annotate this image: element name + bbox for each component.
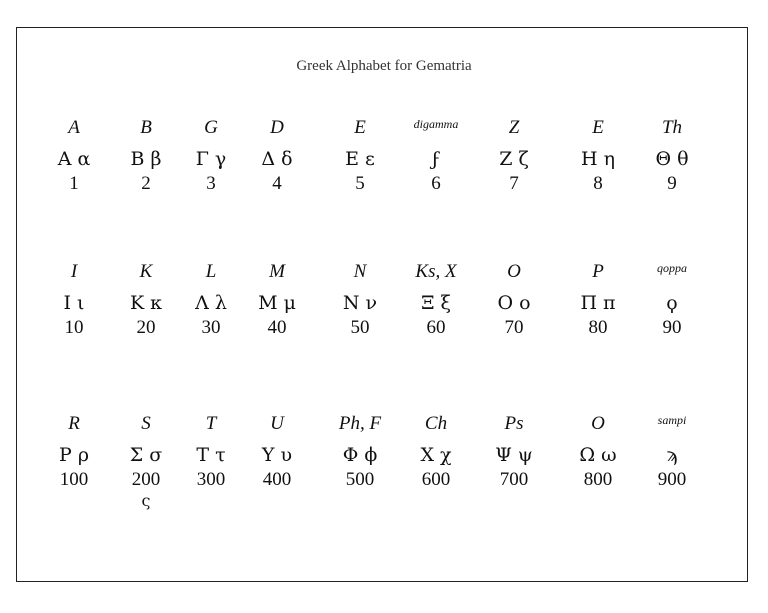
letter-cell [627, 414, 717, 489]
transliteration: S [141, 413, 151, 434]
letter-cell [391, 414, 481, 489]
greek-letters: Ω ω [579, 444, 617, 466]
transliteration: E [592, 117, 604, 138]
numeric-value: 80 [588, 317, 608, 338]
greek-letters: Υ υ [261, 444, 293, 466]
greek-letters: Σ σ [129, 444, 163, 466]
numeric-value: 800 [583, 469, 613, 490]
numeric-value: 200 [131, 469, 161, 490]
transliteration: U [270, 413, 284, 434]
greek-letters: Ξ ξ [421, 292, 451, 314]
numeric-value: 100 [59, 469, 89, 490]
transliteration: Ks, X [415, 261, 457, 282]
transliteration: D [270, 117, 284, 138]
letter-cell [469, 118, 559, 193]
numeric-value: 700 [499, 469, 529, 490]
letter-cell [391, 262, 481, 337]
greek-letters: Π π [580, 292, 616, 314]
transliteration: O [591, 413, 605, 434]
numeric-value: 900 [657, 469, 687, 490]
transliteration: G [204, 117, 218, 138]
letter-cell [627, 118, 717, 193]
transliteration: L [205, 261, 217, 282]
greek-letters: Λ λ [195, 292, 227, 314]
transliteration: E [354, 117, 366, 138]
greek-letters: Ι ι [63, 292, 85, 314]
transliteration: sampi [657, 413, 687, 427]
transliteration: O [507, 261, 521, 282]
greek-letters: Α α [57, 148, 91, 170]
greek-letters: Θ θ [655, 148, 689, 170]
greek-letters: Η η [581, 148, 615, 170]
greek-letters: Γ γ [195, 148, 227, 170]
transliteration: T [205, 413, 217, 434]
greek-letters: Δ δ [261, 148, 293, 170]
transliteration: Ph, F [338, 413, 382, 434]
letter-cell [391, 118, 481, 193]
greek-letters: Ψ ψ [495, 444, 533, 466]
numeric-value: 500 [345, 469, 375, 490]
numeric-value: 20 [136, 317, 156, 338]
transliteration: I [70, 261, 78, 282]
greek-letters: Τ τ [196, 444, 226, 466]
transliteration: digamma [413, 117, 459, 131]
numeric-value: 9 [667, 173, 677, 194]
transliteration: B [140, 117, 152, 138]
letter-cell [469, 414, 559, 489]
transliteration: Th [661, 117, 683, 138]
letter-cell [232, 262, 322, 337]
transliteration: M [269, 261, 285, 282]
letter-cell [469, 262, 559, 337]
greek-letters: Ζ ζ [499, 148, 529, 170]
greek-letters: ϙ [666, 292, 678, 314]
numeric-value: 4 [272, 173, 282, 194]
numeric-value: 30 [201, 317, 221, 338]
greek-letters: Κ κ [129, 292, 163, 314]
numeric-value: 1 [69, 173, 79, 194]
numeric-value: 50 [350, 317, 370, 338]
numeric-value: 5 [355, 173, 365, 194]
greek-letters: ϝ [431, 148, 441, 170]
greek-letters: ϡ [666, 444, 678, 466]
transliteration: Ch [424, 413, 448, 434]
numeric-value: 40 [267, 317, 287, 338]
letter-cell [627, 262, 717, 337]
letter-cell [232, 118, 322, 193]
numeric-value: 3 [206, 173, 216, 194]
greek-letters: Φ ϕ [342, 444, 378, 466]
transliteration: Z [508, 117, 520, 138]
numeric-value: 7 [509, 173, 519, 194]
transliteration: R [68, 413, 80, 434]
numeric-value: 400 [262, 469, 292, 490]
greek-letters: Χ χ [420, 444, 452, 466]
final-sigma: ς [141, 491, 151, 510]
page-title: Greek Alphabet for Gematria [296, 58, 472, 74]
numeric-value: 2 [141, 173, 151, 194]
greek-letters: Ρ ρ [59, 444, 89, 466]
numeric-value: 70 [504, 317, 524, 338]
transliteration: P [592, 261, 604, 282]
numeric-value: 8 [593, 173, 603, 194]
numeric-value: 600 [421, 469, 451, 490]
transliteration: N [353, 261, 367, 282]
greek-letters: Ο ο [497, 292, 531, 314]
transliteration: A [68, 117, 80, 138]
numeric-value: 90 [662, 317, 682, 338]
numeric-value: 10 [64, 317, 84, 338]
letter-cell [232, 414, 322, 489]
numeric-value: 300 [196, 469, 226, 490]
transliteration: K [139, 261, 153, 282]
numeric-value: 60 [426, 317, 446, 338]
transliteration: Ps [504, 413, 524, 434]
greek-letters: Β β [130, 148, 162, 170]
greek-letters: Ε ε [345, 148, 375, 170]
numeric-value: 6 [431, 173, 441, 194]
greek-letters: Ν ν [342, 292, 378, 314]
transliteration: qoppa [657, 261, 687, 275]
greek-letters: Μ μ [258, 292, 296, 314]
